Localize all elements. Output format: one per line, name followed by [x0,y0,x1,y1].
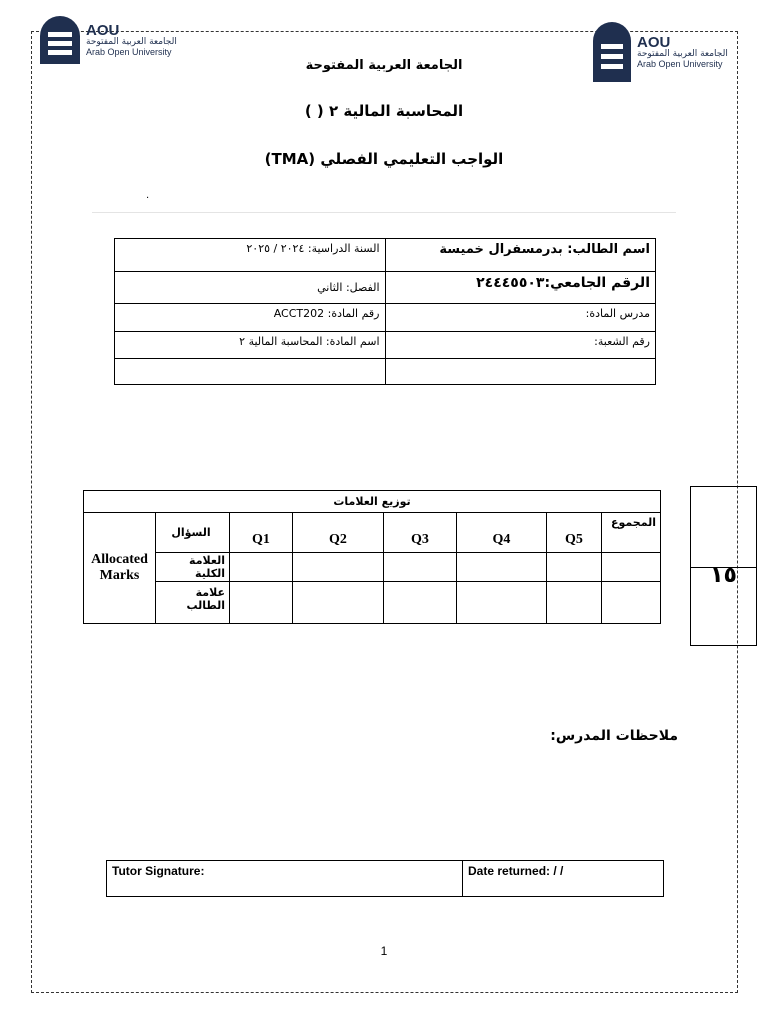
tutor-name: مدرس المادة: [385,304,656,332]
university-name: الجامعة العربية المفتوحة [305,58,463,73]
table-cell [602,582,661,624]
empty-cell [115,359,386,385]
university-logo-left [40,16,177,64]
university-logo-right [593,22,728,82]
assignment-title: الواجب التعليمي الفصلي (TMA) [264,150,504,168]
student-info-table [114,238,656,385]
question-header: Q3 [384,513,457,553]
table-cell [547,582,602,624]
logo-english: Arab Open University [86,46,172,57]
table-cell [457,553,547,582]
marks-table [83,490,661,624]
table-cell [230,553,293,582]
course-name: اسم المادة: المحاسبة المالية ٢ [115,332,386,359]
table-cell [293,553,384,582]
student-mark-label: علامة الطالب [156,582,230,624]
student-name: اسم الطالب: بدرمسفرال خميسة [385,239,656,272]
logo-name: AOU [637,33,671,51]
table-cell [384,553,457,582]
date-returned: Date returned: / / [463,861,664,897]
logo-english: Arab Open University [637,58,723,69]
question-header: Q5 [547,513,602,553]
stray-dot: . [146,190,150,201]
signature-table [106,860,664,897]
course-title: المحاسبة المالية ٢ ( ) [304,102,464,120]
table-cell [602,553,661,582]
tutor-notes-label: ملاحظات المدرس: [550,728,678,744]
question-label: السؤال [156,513,230,553]
semester: الفصل: الثاني [115,272,386,304]
total-mark-label: العلامة الكلية [156,553,230,582]
section-number: رقم الشعبة: [385,332,656,359]
question-header: Q2 [293,513,384,553]
divider [92,212,676,213]
question-header: Q1 [230,513,293,553]
table-cell [547,553,602,582]
total-header: المجموع [602,513,661,553]
logo-name: AOU [86,21,120,39]
table-cell [384,582,457,624]
marks-table-title: توزيع العلامات [84,491,661,513]
tutor-signature: Tutor Signature: [107,861,463,897]
student-id: الرقم الجامعي:٢٤٤٤٥٥٠٣ [385,272,656,304]
logo-arabic: الجامعة العربية المفتوحة [86,37,177,48]
table-cell [293,582,384,624]
allocated-marks-label: Allocated Marks [84,513,156,624]
table-cell [457,582,547,624]
table-cell [230,582,293,624]
logo-mark-icon [40,16,80,64]
logo-mark-icon [593,22,631,82]
empty-cell [385,359,656,385]
course-code: رقم المادة: ACCT202 [115,304,386,332]
logo-arabic: الجامعة العربية المفتوحة [637,49,728,60]
question-header: Q4 [457,513,547,553]
page-number: 1 [380,944,388,958]
score-value: ١٥ [710,563,737,588]
academic-year: السنة الدراسية: ٢٠٢٤ / ٢٠٢٥ [115,239,386,272]
